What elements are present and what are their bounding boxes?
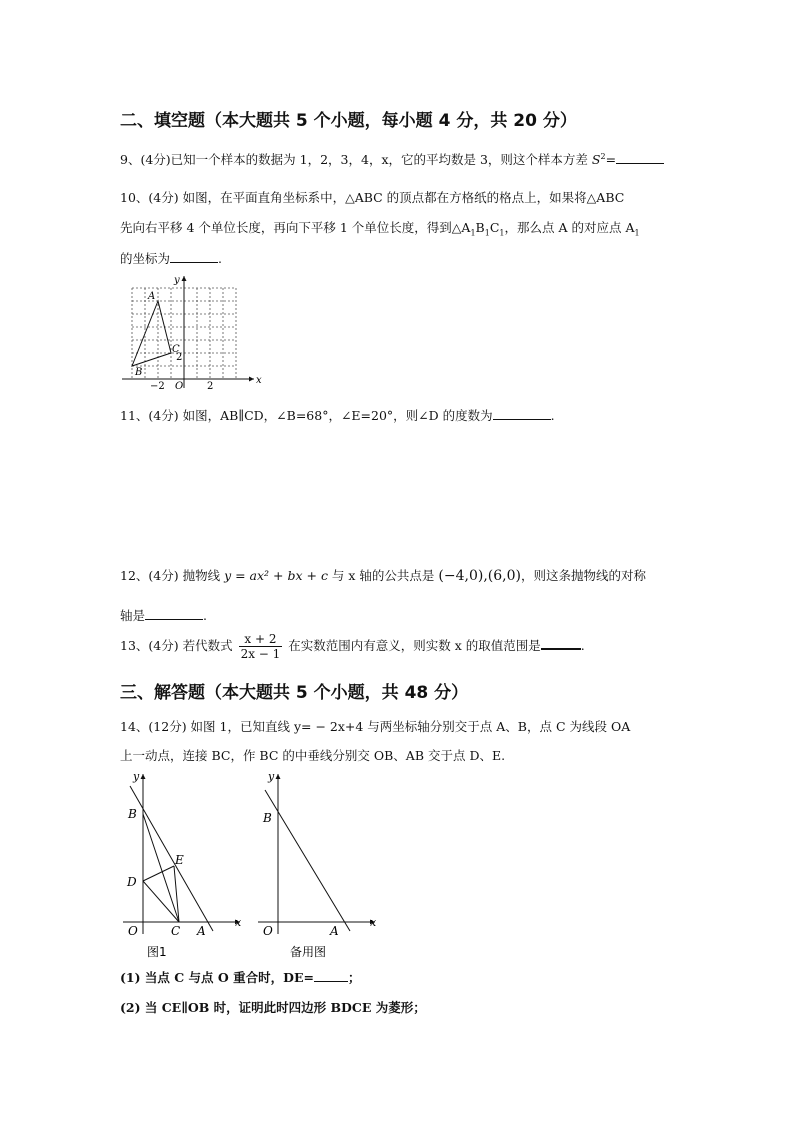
q10-sub-c1: 1 [499,228,505,238]
q13-end: . [580,638,585,653]
fig2-y-arrow-icon [276,774,281,779]
q12-formula: y = ax² + bx + c [224,568,328,583]
q9-variance-symbol: S [591,152,601,167]
fig2-label-x: x [370,916,377,929]
q12-text-c: ，则这条抛物线的对称 [520,568,646,583]
fig1-label-d: D [127,875,137,889]
question-12-line-2 [120,606,207,624]
fig1-label-a: A [197,924,206,938]
question-11 [120,406,555,424]
q10-tick-2: 2 [207,381,214,392]
fig1-label-y: y [133,770,140,783]
q14-part-2: (2) 当 CE∥OB 时，证明此时四边形 BDCE 为菱形； [120,1000,426,1015]
q10-tick-y2: 2 [176,352,183,363]
fig1-segment-dc [143,881,179,922]
question-10-line-3 [120,249,222,267]
fig1-label-o: O [128,924,138,938]
q12-text-b: 与 x 轴的公共点是 [327,568,439,583]
q13-text-b: 在实数范围内有意义，则实数 x 的取值范围是 [284,638,541,653]
fig2-label-o: O [263,924,273,938]
q10-sub-b1: 1 [484,228,490,238]
q10-text-c: C [489,220,500,235]
fig1-y-arrow-icon [141,774,146,779]
q13-numerator: x + 2 [239,632,283,647]
q10-label-y: y [174,275,180,286]
fig1-caption: 图1 [147,945,167,959]
fig2-label-a: A [330,924,339,938]
q10-label-b: B [135,367,143,378]
q9-text: 9、(4分)已知一个样本的数据为 1，2，3，4，x，它的平均数是 3，则这个样本方差 [120,152,592,167]
q9-answer-blank[interactable] [616,151,664,164]
question-10-line-2 [120,218,640,238]
question-9 [120,150,664,168]
q9-equals: = [605,152,617,167]
q10-x-arrow-icon [249,377,254,382]
q14-part1-text: (1) 当点 C 与点 O 重合时，DE= [120,970,314,985]
q14-figure-1 [115,768,250,968]
q11-text: 11、(4分) 如图，AB∥CD，∠B=68°，∠E=20°，则∠D 的度数为 [120,408,493,423]
fig1-segment-de [143,866,174,881]
q14-part1-end: ； [347,970,361,985]
fig1-label-b: B [128,807,137,821]
q10-coordinate-label: 的坐标为 [120,251,171,266]
q10-grid-figure [122,272,272,394]
q12-answer-blank[interactable] [145,607,203,620]
q12-points: (−4,0),(6,0) [438,568,521,584]
q11-end: . [550,408,555,423]
question-10-line-1: 10、(4分) 如图，在平面直角坐标系中，△ABC 的顶点都在方格纸的格点上，如果将△ABC [120,190,625,205]
q10-y-arrow-icon [182,276,187,281]
fig1-label-x: x [235,916,242,929]
question-13 [120,632,585,661]
q11-answer-blank[interactable] [493,407,551,420]
q13-text-a: 13、(4分) 若代数式 [120,638,237,653]
q12-end: . [203,608,207,623]
q10-end: . [218,251,222,266]
q10-label-c: C [172,344,180,355]
question-14-line-2: 上一动点，连接 BC，作 BC 的中垂线分别交 OB、AB 交于点 D、E. [120,748,506,763]
fig1-label-c: C [171,924,181,938]
section-3-heading: 三、解答题（本大题共 5 个小题，共 48 分） [120,683,469,703]
fig2-label-b: B [263,811,272,825]
fig2-label-y: y [268,770,275,783]
q10-text-b: B [475,220,485,235]
fig1-line-ab [130,786,213,931]
q12-text-a: 12、(4分) 抛物线 [120,568,225,583]
q10-text-a: 先向右平移 4 个单位长度，再向下平移 1 个单位长度，得到△A [120,220,471,235]
q13-denominator: 2x − 1 [240,647,281,661]
fig1-segment-bc [143,814,179,922]
q10-sub-a1: 1 [470,228,476,238]
fig1-label-e: E [175,853,184,867]
question-14-line-1: 14、(12分) 如图 1，已知直线 y= − 2x+4 与两坐标轴分别交于点 A、B，点 C 为线段 OA [120,719,631,734]
q10-tick-neg2: −2 [150,381,165,392]
q10-sub-a1-end: 1 [634,228,640,238]
fig2-caption: 备用图 [290,945,327,959]
question-12-line-1 [120,566,646,584]
q10-text-d: ，那么点 A 的对应点 A [504,220,635,235]
q10-triangle-abc [132,301,171,366]
q10-label-o: O [175,381,184,392]
q14-backup-figure [250,768,385,968]
q13-fraction [239,632,283,661]
section-2-heading: 二、填空题（本大题共 5 个小题，每小题 4 分，共 20 分） [120,111,577,131]
q14-part-1 [120,968,360,986]
q12-axis-label: 轴是 [120,608,146,623]
q9-variance-exponent: 2 [600,151,606,161]
q13-answer-blank[interactable] [541,636,581,650]
q14-part1-answer-blank[interactable] [314,969,348,982]
q10-answer-blank[interactable] [170,250,218,263]
q10-label-x: x [256,375,262,386]
q10-label-a: A [148,291,156,302]
